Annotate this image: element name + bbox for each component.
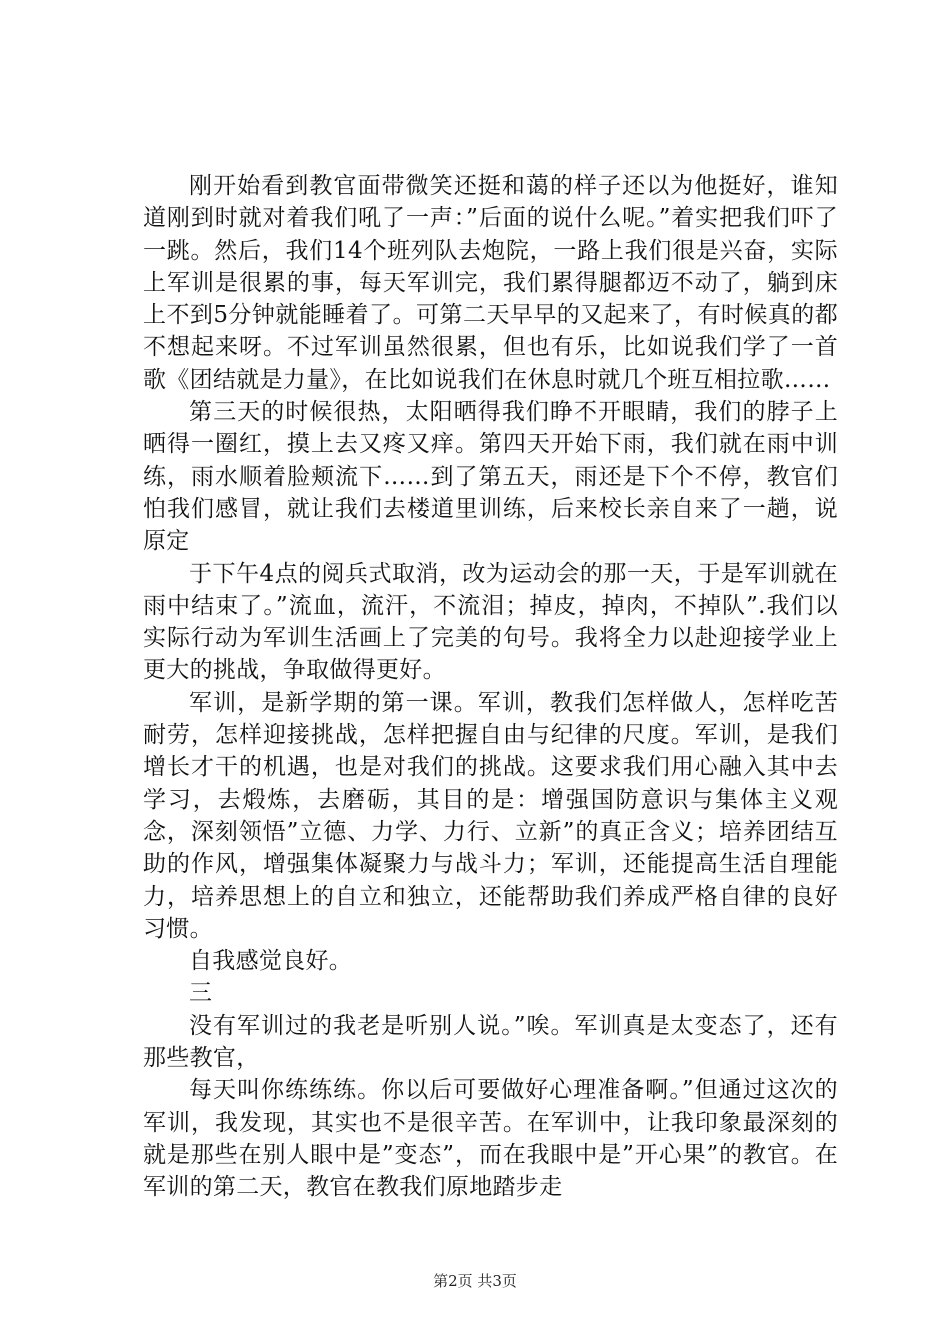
document-body bbox=[143, 170, 838, 1204]
paragraph-3: 于下午4点的阅兵式取消，改为运动会的那一天，于是军训就在雨中结束了。”流血，流汗，不流泪；掉皮，掉肉，不掉队”.我们以实际行动为军训生活画上了完美的句号。我将全力以赴迎接学业上更大的挑战，争取做得更好。 bbox=[143, 560, 838, 684]
paragraph-2: 第三天的时候很热，太阳晒得我们睁不开眼睛，我们的脖子上晒得一圈红，摸上去又疼又痒。第四天开始下雨，我们就在雨中训练，雨水顺着脸颊流下……到了第五天，雨还是下个不停，教官们怕我们感冒，就让我们去楼道里训练，后来校长亲自来了一趟，说原定 bbox=[143, 399, 838, 555]
paragraph-8: 每天叫你练练练。你以后可要做好心理准备啊。”但通过这次的军训，我发现，其实也不是很辛苦。在军训中，让我印象最深刻的就是那些在别人眼中是”变态”，而在我眼中是”开心果”的教官。在军训的第二天，教官在教我们原地踏步走 bbox=[143, 1077, 838, 1201]
paragraph-4: 军训，是新学期的第一课。军训，教我们怎样做人，怎样吃苦耐劳，怎样迎接挑战，怎样把握自由与纪律的尺度。军训，是我们增长才干的机遇，也是对我们的挑战。这要求我们用心融入其中去学习，去煅炼，去磨砺，其目的是：增强国防意识与集体主义观念，深刻领悟”立德、力学、力行、立新”的真正含义；培养团结互助的作风，增强集体凝聚力与战斗力；军训，还能提高生活自理能力，培养思想上的自立和独立，还能帮助我们养成严格自律的良好习惯。 bbox=[143, 689, 838, 942]
paragraph-1: 刚开始看到教官面带微笑还挺和蔼的样子还以为他挺好，谁知道刚到时就对着我们吼了一声：”后面的说什么呢。”着实把我们吓了一跳。然后，我们14个班列队去炮院，一路上我们很是兴奋，实际上军训是很累的事，每天军训完，我们累得腿都迈不动了，躺到床上不到5分钟就能睡着了。可第二天早早的又起来了，有时候真的都不想起来呀。不过军训虽然很累，但也有乐，比如说我们学了一首歌《团结就是力量》，在比如说我们在休息时就几个班互相拉歌…… bbox=[143, 173, 838, 393]
paragraph-5: 自我感觉良好。 bbox=[189, 948, 353, 975]
paragraph-7: 没有军训过的我老是听别人说。”唉。军训真是太变态了，还有那些教官， bbox=[143, 1012, 838, 1072]
page-footer: 第2页 共3页 bbox=[433, 1272, 517, 1290]
section-heading-three: 三 bbox=[189, 980, 213, 1007]
